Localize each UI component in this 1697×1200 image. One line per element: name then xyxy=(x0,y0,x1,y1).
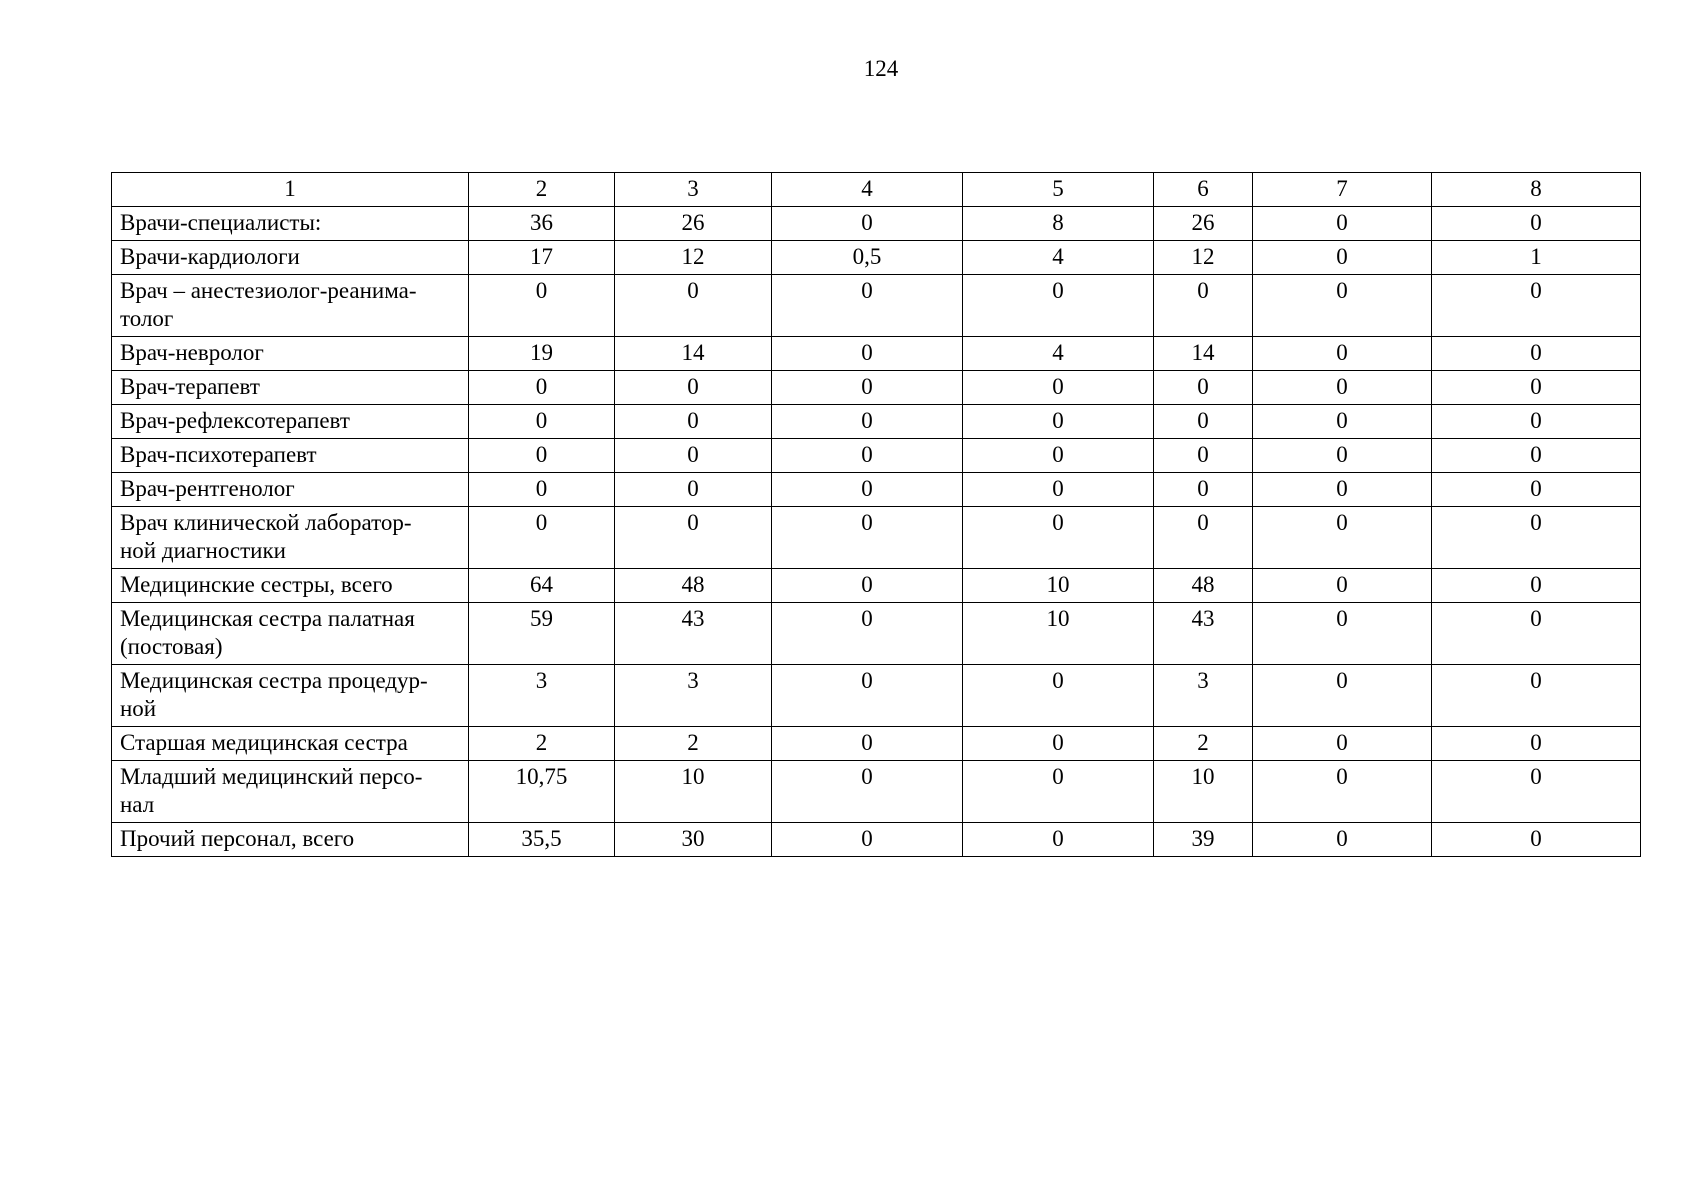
value-cell: 2 xyxy=(615,727,772,761)
column-number: 6 xyxy=(1154,173,1253,207)
value-cell: 0 xyxy=(1253,569,1432,603)
table-row xyxy=(112,207,1641,241)
value-cell: 59 xyxy=(469,603,615,665)
value-cell: 0 xyxy=(772,823,963,857)
value-cell: 0 xyxy=(1154,507,1253,569)
value-cell: 3 xyxy=(1154,665,1253,727)
value-cell: 10,75 xyxy=(469,761,615,823)
table-row xyxy=(112,727,1641,761)
value-cell: 0 xyxy=(963,405,1154,439)
value-cell: 0 xyxy=(772,727,963,761)
value-cell: 0 xyxy=(772,569,963,603)
value-cell: 0 xyxy=(1253,405,1432,439)
value-cell: 0,5 xyxy=(772,241,963,275)
value-cell: 0 xyxy=(1253,507,1432,569)
value-cell: 0 xyxy=(615,371,772,405)
value-cell: 0 xyxy=(963,761,1154,823)
value-cell: 0 xyxy=(963,371,1154,405)
position-name-cell: Врачи-специалисты: xyxy=(112,207,469,241)
value-cell: 0 xyxy=(963,665,1154,727)
value-cell: 0 xyxy=(1253,603,1432,665)
value-cell: 0 xyxy=(1432,405,1641,439)
value-cell: 48 xyxy=(615,569,772,603)
position-name-cell: Старшая медицинская сестра xyxy=(112,727,469,761)
value-cell: 0 xyxy=(1432,473,1641,507)
value-cell: 0 xyxy=(1432,823,1641,857)
value-cell: 0 xyxy=(963,439,1154,473)
value-cell: 3 xyxy=(469,665,615,727)
value-cell: 0 xyxy=(1432,603,1641,665)
value-cell: 0 xyxy=(1253,473,1432,507)
value-cell: 0 xyxy=(963,727,1154,761)
value-cell: 0 xyxy=(1154,473,1253,507)
value-cell: 30 xyxy=(615,823,772,857)
position-name-cell: Младший медицинский персо- нал xyxy=(112,761,469,823)
position-name-cell: Прочий персонал, всего xyxy=(112,823,469,857)
value-cell: 2 xyxy=(469,727,615,761)
value-cell: 12 xyxy=(615,241,772,275)
table-row xyxy=(112,337,1641,371)
value-cell: 10 xyxy=(615,761,772,823)
value-cell: 0 xyxy=(1432,337,1641,371)
position-name-cell: Медицинская сестра процедур- ной xyxy=(112,665,469,727)
value-cell: 0 xyxy=(469,473,615,507)
column-number: 3 xyxy=(615,173,772,207)
column-number: 4 xyxy=(772,173,963,207)
position-name-cell: Медицинские сестры, всего xyxy=(112,569,469,603)
value-cell: 35,5 xyxy=(469,823,615,857)
position-name-cell: Врач клинической лаборатор- ной диагностики xyxy=(112,507,469,569)
value-cell: 0 xyxy=(772,371,963,405)
value-cell: 36 xyxy=(469,207,615,241)
value-cell: 0 xyxy=(1432,761,1641,823)
table-row xyxy=(112,275,1641,337)
table-row xyxy=(112,507,1641,569)
position-name-cell: Врач-терапевт xyxy=(112,371,469,405)
page-number: 124 xyxy=(863,56,899,81)
table-body xyxy=(112,207,1641,857)
value-cell: 0 xyxy=(1154,405,1253,439)
value-cell: 0 xyxy=(772,439,963,473)
value-cell: 0 xyxy=(1253,241,1432,275)
value-cell: 39 xyxy=(1154,823,1253,857)
value-cell: 4 xyxy=(963,337,1154,371)
value-cell: 4 xyxy=(963,241,1154,275)
value-cell: 0 xyxy=(1253,761,1432,823)
value-cell: 0 xyxy=(615,439,772,473)
table-row xyxy=(112,823,1641,857)
value-cell: 10 xyxy=(963,603,1154,665)
value-cell: 3 xyxy=(615,665,772,727)
value-cell: 0 xyxy=(772,405,963,439)
value-cell: 0 xyxy=(469,439,615,473)
value-cell: 0 xyxy=(1253,337,1432,371)
value-cell: 48 xyxy=(1154,569,1253,603)
table-row xyxy=(112,371,1641,405)
column-number: 1 xyxy=(112,173,469,207)
value-cell: 0 xyxy=(1253,665,1432,727)
value-cell: 0 xyxy=(772,603,963,665)
value-cell: 0 xyxy=(469,371,615,405)
value-cell: 2 xyxy=(1154,727,1253,761)
table-header-row xyxy=(112,173,1641,207)
value-cell: 26 xyxy=(1154,207,1253,241)
table-row xyxy=(112,603,1641,665)
value-cell: 0 xyxy=(1432,207,1641,241)
value-cell: 0 xyxy=(615,405,772,439)
value-cell: 0 xyxy=(615,275,772,337)
value-cell: 0 xyxy=(1154,439,1253,473)
value-cell: 14 xyxy=(615,337,772,371)
table-row xyxy=(112,473,1641,507)
value-cell: 43 xyxy=(615,603,772,665)
value-cell: 0 xyxy=(469,507,615,569)
value-cell: 0 xyxy=(963,823,1154,857)
value-cell: 0 xyxy=(469,275,615,337)
value-cell: 0 xyxy=(772,337,963,371)
value-cell: 0 xyxy=(1253,439,1432,473)
value-cell: 0 xyxy=(469,405,615,439)
value-cell: 0 xyxy=(1253,275,1432,337)
value-cell: 0 xyxy=(615,473,772,507)
value-cell: 0 xyxy=(1253,207,1432,241)
column-number: 5 xyxy=(963,173,1154,207)
value-cell: 0 xyxy=(772,275,963,337)
value-cell: 1 xyxy=(1432,241,1641,275)
value-cell: 19 xyxy=(469,337,615,371)
value-cell: 0 xyxy=(772,473,963,507)
value-cell: 0 xyxy=(1154,275,1253,337)
table-row xyxy=(112,569,1641,603)
position-name-cell: Врач-невролог xyxy=(112,337,469,371)
value-cell: 0 xyxy=(1154,371,1253,405)
column-number: 2 xyxy=(469,173,615,207)
position-name-cell: Врач-рентгенолог xyxy=(112,473,469,507)
value-cell: 12 xyxy=(1154,241,1253,275)
value-cell: 0 xyxy=(1432,371,1641,405)
value-cell: 0 xyxy=(772,665,963,727)
position-name-cell: Врач-рефлексотерапевт xyxy=(112,405,469,439)
value-cell: 10 xyxy=(1154,761,1253,823)
position-name-cell: Врач-психотерапевт xyxy=(112,439,469,473)
table-row xyxy=(112,665,1641,727)
value-cell: 14 xyxy=(1154,337,1253,371)
value-cell: 0 xyxy=(1432,275,1641,337)
value-cell: 0 xyxy=(772,507,963,569)
value-cell: 43 xyxy=(1154,603,1253,665)
value-cell: 10 xyxy=(963,569,1154,603)
staffing-table xyxy=(111,172,1641,857)
value-cell: 8 xyxy=(963,207,1154,241)
value-cell: 0 xyxy=(1432,507,1641,569)
value-cell: 0 xyxy=(1253,823,1432,857)
position-name-cell: Врачи-кардиологи xyxy=(112,241,469,275)
value-cell: 26 xyxy=(615,207,772,241)
table-row xyxy=(112,761,1641,823)
value-cell: 64 xyxy=(469,569,615,603)
value-cell: 0 xyxy=(1253,371,1432,405)
column-number: 7 xyxy=(1253,173,1432,207)
table-row xyxy=(112,405,1641,439)
value-cell: 0 xyxy=(615,507,772,569)
value-cell: 0 xyxy=(1432,569,1641,603)
value-cell: 17 xyxy=(469,241,615,275)
value-cell: 0 xyxy=(1432,439,1641,473)
value-cell: 0 xyxy=(772,761,963,823)
column-number: 8 xyxy=(1432,173,1641,207)
position-name-cell: Медицинская сестра палатная (постовая) xyxy=(112,603,469,665)
value-cell: 0 xyxy=(1432,665,1641,727)
value-cell: 0 xyxy=(963,473,1154,507)
value-cell: 0 xyxy=(1432,727,1641,761)
value-cell: 0 xyxy=(963,507,1154,569)
table-row xyxy=(112,439,1641,473)
table-row xyxy=(112,241,1641,275)
position-name-cell: Врач – анестезиолог-реанима- толог xyxy=(112,275,469,337)
value-cell: 0 xyxy=(963,275,1154,337)
value-cell: 0 xyxy=(772,207,963,241)
value-cell: 0 xyxy=(1253,727,1432,761)
